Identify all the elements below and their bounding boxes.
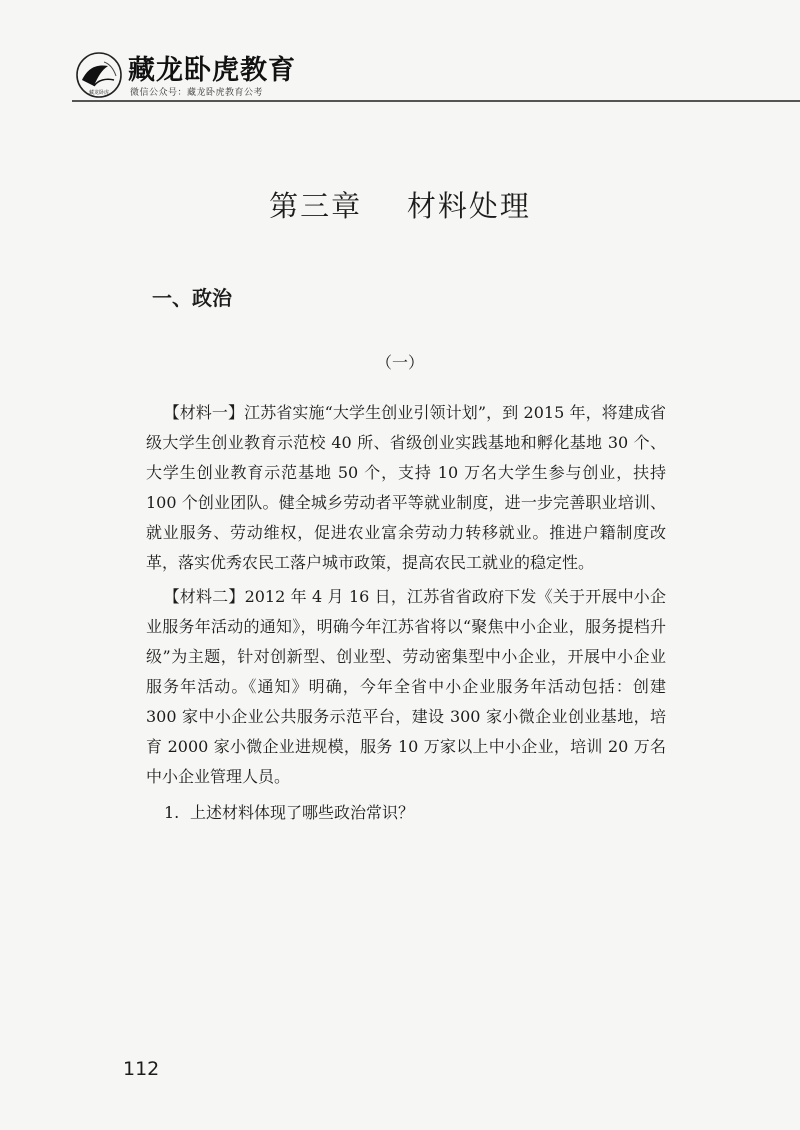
material-one-paragraph: 【材料一】江苏省实施“大学生创业引领计划”，到 2015 年，将建成省级大学生创业教育示范校 40 所、省级创业实践基地和孵化基地 30 个、大学生创业教育示范基地 50 个，支持 10 万名大学生参与创业，扶持 100 个创业团队。健全城乡劳动者平等就业制度，进一步完善职业培训、就业服务、劳动维权，促进农业富余劳动力转移就业。推进户籍制度改革，落实优秀农民工落户城市政策，提高农民工就业的稳定性。 <box>146 403 666 572</box>
subsection-marker: （一） <box>375 353 424 372</box>
question-text: 上述材料体现了哪些政治常识？ <box>190 803 415 822</box>
question-number: 1. <box>164 803 180 822</box>
question-item <box>146 798 666 828</box>
page-header <box>0 0 800 102</box>
brand-slogan: 微信公众号：藏龙卧虎教育公考 <box>130 88 264 98</box>
brand-name: 藏龙卧虎教育 <box>128 55 296 86</box>
section-heading: 一、政治 <box>152 286 232 310</box>
chapter-title: 第三章 材料处理 <box>269 189 531 223</box>
svg-text:藏龙卧虎: 藏龙卧虎 <box>88 90 110 96</box>
logo-emblem-icon <box>74 50 124 100</box>
material-two-paragraph: 【材料二】2012 年 4 月 16 日，江苏省省政府下发《关于开展中小企业服务年活动的通知》，明确今年江苏省将以“聚焦中小企业，服务提档升级”为主题，针对创新型、创业型、劳动密集型中小企业，开展中小企业服务年活动。《通知》明确，今年全省中小企业服务年活动包括：创建 300 家中小企业公共服务示范平台，建设 300 家小微企业创业基地，培育 2000 家小微企业进规模，服务 10 万家以上中小企业，培训 20 万名中小企业管理人员。 <box>146 587 666 786</box>
header-divider <box>72 100 800 102</box>
page-number: 112 <box>123 1058 160 1080</box>
body-text <box>146 398 666 828</box>
